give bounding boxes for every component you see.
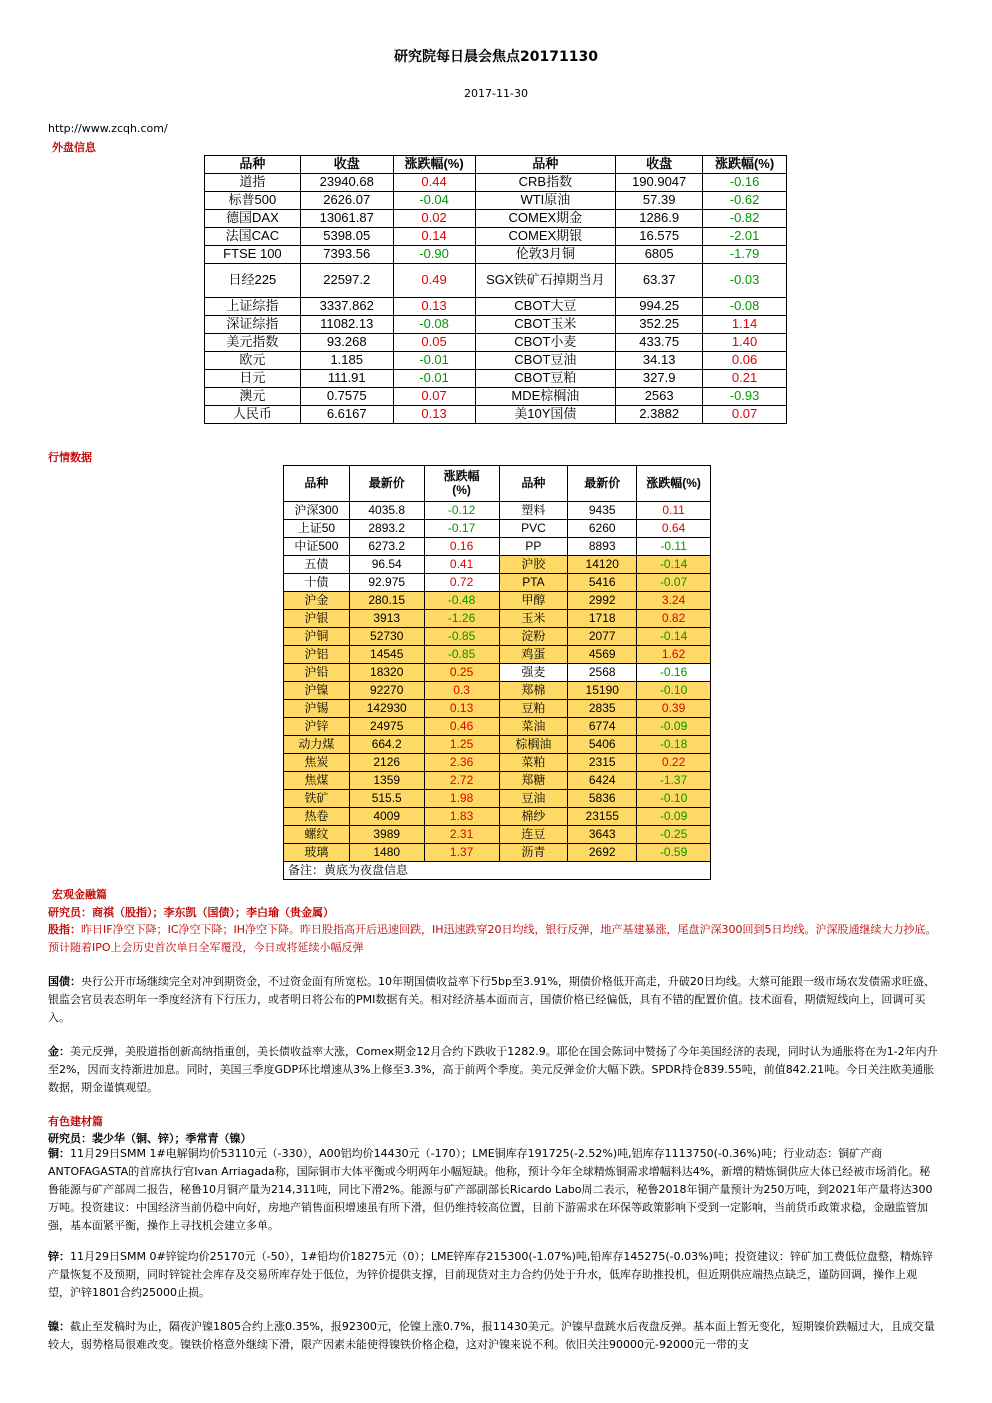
instrument-name: CBOT大豆 <box>475 298 616 316</box>
instrument-name: 十债 <box>284 574 350 592</box>
close-value: 34.13 <box>616 352 703 370</box>
close-value: 111.91 <box>300 370 393 388</box>
table-row <box>284 700 711 718</box>
table-row <box>205 298 787 316</box>
gold-label: 金： <box>48 1045 70 1058</box>
table-row <box>205 210 787 228</box>
instrument-name: WTI原油 <box>475 192 616 210</box>
macro-heading: 宏观金融篇 <box>52 888 107 901</box>
latest-price: 2315 <box>568 754 637 772</box>
table-row <box>284 826 711 844</box>
change-pct: -0.62 <box>703 192 787 210</box>
latest-price: 5416 <box>568 574 637 592</box>
table-row <box>284 520 711 538</box>
change-pct: 1.83 <box>424 808 499 826</box>
instrument-name: 豆油 <box>499 790 568 808</box>
latest-price: 1718 <box>568 610 637 628</box>
table-row <box>205 334 787 352</box>
change-pct: 0.39 <box>637 700 711 718</box>
instrument-name: 郑棉 <box>499 682 568 700</box>
change-pct: -0.09 <box>637 718 711 736</box>
change-pct: -0.90 <box>393 246 475 264</box>
instrument-name: 豆粕 <box>499 700 568 718</box>
instrument-name: 深证综指 <box>205 316 301 334</box>
column-header: 品种 <box>475 156 616 174</box>
change-pct: 0.3 <box>424 682 499 700</box>
close-value: 0.7575 <box>300 388 393 406</box>
instrument-name: 沪锡 <box>284 700 350 718</box>
table-row <box>205 246 787 264</box>
instrument-name: 日元 <box>205 370 301 388</box>
close-value: 190.9047 <box>616 174 703 192</box>
close-value: 6805 <box>616 246 703 264</box>
change-pct: -0.01 <box>393 352 475 370</box>
instrument-name: 铁矿 <box>284 790 350 808</box>
close-value: 22597.2 <box>300 264 393 298</box>
change-pct: -0.14 <box>637 556 711 574</box>
close-value: 352.25 <box>616 316 703 334</box>
change-pct: -1.79 <box>703 246 787 264</box>
instrument-name: 动力煤 <box>284 736 350 754</box>
close-value: 1286.9 <box>616 210 703 228</box>
change-pct: -0.04 <box>393 192 475 210</box>
instrument-name: 焦炭 <box>284 754 350 772</box>
table-row <box>284 790 711 808</box>
instrument-name: CRB指数 <box>475 174 616 192</box>
change-pct: 0.13 <box>393 298 475 316</box>
column-header: 收盘 <box>300 156 393 174</box>
table-note-row <box>284 862 711 880</box>
change-pct: 0.49 <box>393 264 475 298</box>
instrument-name: 沪深300 <box>284 502 350 520</box>
column-header: 最新价 <box>568 466 637 502</box>
macro-bond-paragraph <box>48 973 938 1027</box>
latest-price: 14545 <box>349 646 424 664</box>
table-row <box>284 610 711 628</box>
change-pct: -0.18 <box>637 736 711 754</box>
change-pct: 0.06 <box>703 352 787 370</box>
change-pct: 0.44 <box>393 174 475 192</box>
column-header: 品种 <box>284 466 350 502</box>
latest-price: 4569 <box>568 646 637 664</box>
latest-price: 18320 <box>349 664 424 682</box>
instrument-name: 伦敦3月铜 <box>475 246 616 264</box>
instrument-name: 郑糖 <box>499 772 568 790</box>
latest-price: 9435 <box>568 502 637 520</box>
table-row <box>284 574 711 592</box>
nickel-label: 镍： <box>48 1320 70 1333</box>
change-pct: 1.62 <box>637 646 711 664</box>
instrument-name: 五债 <box>284 556 350 574</box>
table-row <box>284 664 711 682</box>
instrument-name: 棉纱 <box>499 808 568 826</box>
instrument-name: 热卷 <box>284 808 350 826</box>
instrument-name: CBOT小麦 <box>475 334 616 352</box>
macro-gold-paragraph <box>48 1043 938 1097</box>
latest-price: 4009 <box>349 808 424 826</box>
instrument-name: 上证50 <box>284 520 350 538</box>
table-row <box>284 772 711 790</box>
instrument-name: 道指 <box>205 174 301 192</box>
instrument-name: 塑料 <box>499 502 568 520</box>
table-header-row <box>284 466 711 502</box>
change-pct: -0.01 <box>393 370 475 388</box>
change-pct: 0.07 <box>393 388 475 406</box>
latest-price: 15190 <box>568 682 637 700</box>
instrument-name: 强麦 <box>499 664 568 682</box>
metals-zinc-paragraph <box>48 1248 938 1302</box>
table-row <box>284 628 711 646</box>
instrument-name: 菜粕 <box>499 754 568 772</box>
instrument-name: 美10Y国债 <box>475 406 616 424</box>
change-pct: -0.08 <box>703 298 787 316</box>
bond-label: 国债： <box>48 975 81 988</box>
copper-text: 11月29日SMM 1#电解铜均价53110元（-330），A00铝均价14430元（-170）；LME铜库存191725(-2.52%)吨,铝库存1113750(-0.36%)吨；行业动态：铜矿产商ANTOFAGASTA的首席执行官Ivan Arriagada称，国际铜市大体平衡或今明两年小幅短缺。他称，预计今年全球精炼铜需求增幅料达4%，新增的精炼铜供应大体已经被市场消化。秘鲁能源与矿产部周二报告，秘鲁10月铜产量为214,311吨，同比下滑2%。能源与矿产部副部长Ricardo Labo周二表示，秘鲁2018年铜产量预计为250万吨，到2021年产量将达300万吨。投资建议：中国经济当前仍稳中向好，房地产销售面积增速虽有所下滑，但仍维持较高位置，目前下游需求在环保等政策影响下受到一定影响，当前货币政策求稳，金融监管加强，基本面紧平衡，操作上寻找机会建立多单。 <box>48 1147 933 1232</box>
latest-price: 2835 <box>568 700 637 718</box>
metals-copper-paragraph <box>48 1145 938 1235</box>
instrument-name: 澳元 <box>205 388 301 406</box>
change-pct: 0.46 <box>424 718 499 736</box>
change-pct: -0.09 <box>637 808 711 826</box>
instrument-name: MDE棕榈油 <box>475 388 616 406</box>
change-pct: 0.13 <box>424 700 499 718</box>
latest-price: 1480 <box>349 844 424 862</box>
latest-price: 6273.2 <box>349 538 424 556</box>
column-header: 涨跌幅(%) <box>393 156 475 174</box>
instrument-name: CBOT豆油 <box>475 352 616 370</box>
stock-label: 股指： <box>48 923 81 936</box>
instrument-name: 淀粉 <box>499 628 568 646</box>
latest-price: 52730 <box>349 628 424 646</box>
latest-price: 280.15 <box>349 592 424 610</box>
change-pct: 1.25 <box>424 736 499 754</box>
table-row <box>284 502 711 520</box>
change-pct: 0.13 <box>393 406 475 424</box>
latest-price: 2568 <box>568 664 637 682</box>
change-pct: 2.36 <box>424 754 499 772</box>
latest-price: 3989 <box>349 826 424 844</box>
section-overseas-heading: 外盘信息 <box>52 141 96 154</box>
instrument-name: CBOT豆粕 <box>475 370 616 388</box>
change-pct: -0.25 <box>637 826 711 844</box>
instrument-name: 上证综指 <box>205 298 301 316</box>
table-row <box>205 406 787 424</box>
change-pct: 1.37 <box>424 844 499 862</box>
change-pct: -0.16 <box>703 174 787 192</box>
change-pct: -1.26 <box>424 610 499 628</box>
table-row <box>205 228 787 246</box>
change-pct: -0.11 <box>637 538 711 556</box>
column-header: 涨跌幅(%) <box>424 466 499 502</box>
table-row <box>284 754 711 772</box>
change-pct: 0.14 <box>393 228 475 246</box>
change-pct: 0.16 <box>424 538 499 556</box>
change-pct: -0.03 <box>703 264 787 298</box>
change-pct: -0.08 <box>393 316 475 334</box>
instrument-name: 玉米 <box>499 610 568 628</box>
table-row <box>284 556 711 574</box>
instrument-name: 沪锌 <box>284 718 350 736</box>
close-value: 2626.07 <box>300 192 393 210</box>
instrument-name: 焦煤 <box>284 772 350 790</box>
column-header: 最新价 <box>349 466 424 502</box>
close-value: 63.37 <box>616 264 703 298</box>
latest-price: 5406 <box>568 736 637 754</box>
close-value: 3337.862 <box>300 298 393 316</box>
table-note: 备注：黄底为夜盘信息 <box>284 862 711 880</box>
change-pct: 0.41 <box>424 556 499 574</box>
latest-price: 664.2 <box>349 736 424 754</box>
close-value: 57.39 <box>616 192 703 210</box>
instrument-name: PTA <box>499 574 568 592</box>
latest-price: 92270 <box>349 682 424 700</box>
overseas-table <box>204 155 787 424</box>
instrument-name: 沪铝 <box>284 646 350 664</box>
instrument-name: 沪镍 <box>284 682 350 700</box>
instrument-name: 鸡蛋 <box>499 646 568 664</box>
latest-price: 515.5 <box>349 790 424 808</box>
instrument-name: 菜油 <box>499 718 568 736</box>
close-value: 327.9 <box>616 370 703 388</box>
change-pct: -0.14 <box>637 628 711 646</box>
close-value: 1.185 <box>300 352 393 370</box>
latest-price: 2126 <box>349 754 424 772</box>
latest-price: 6260 <box>568 520 637 538</box>
change-pct: -0.59 <box>637 844 711 862</box>
column-header: 品种 <box>499 466 568 502</box>
latest-price: 24975 <box>349 718 424 736</box>
macro-researchers: 研究员：商祺（股指）；李东凯（国债）；李白瑜（贵金属） <box>48 906 334 919</box>
table-row <box>284 808 711 826</box>
bond-text: 央行公开市场继续完全对冲到期资金，不过资金面有所宽松。10年期国债收益率下行5bp至3.91%，期债价格低开高走，升破20日均线。大蔡可能跟一级市场农发债需求旺盛、银监会官员表态明年一季度经济有下行压力，或者明日将公布的PMI数据有关。相对经济基本面而言，国债价格已经偏低，具有不错的配置价值。技术面看，期债短线向上，回调可买入。 <box>48 975 935 1024</box>
instrument-name: PP <box>499 538 568 556</box>
instrument-name: COMEX期银 <box>475 228 616 246</box>
change-pct: -0.07 <box>637 574 711 592</box>
table-row <box>205 388 787 406</box>
instrument-name: 甲醇 <box>499 592 568 610</box>
change-pct: 2.72 <box>424 772 499 790</box>
instrument-name: 沪银 <box>284 610 350 628</box>
instrument-name: FTSE 100 <box>205 246 301 264</box>
change-pct: 0.82 <box>637 610 711 628</box>
close-value: 11082.13 <box>300 316 393 334</box>
instrument-name: 沪铅 <box>284 664 350 682</box>
instrument-name: 沥青 <box>499 844 568 862</box>
change-pct: -1.37 <box>637 772 711 790</box>
change-pct: 0.25 <box>424 664 499 682</box>
change-pct: 0.05 <box>393 334 475 352</box>
market-table <box>283 465 711 880</box>
table-row <box>205 352 787 370</box>
close-value: 433.75 <box>616 334 703 352</box>
instrument-name: 美元指数 <box>205 334 301 352</box>
table-row <box>284 736 711 754</box>
close-value: 5398.05 <box>300 228 393 246</box>
table-row <box>205 264 787 298</box>
close-value: 2.3882 <box>616 406 703 424</box>
latest-price: 4035.8 <box>349 502 424 520</box>
latest-price: 3643 <box>568 826 637 844</box>
latest-price: 1359 <box>349 772 424 790</box>
instrument-name: 沪金 <box>284 592 350 610</box>
close-value: 6.6167 <box>300 406 393 424</box>
latest-price: 8893 <box>568 538 637 556</box>
latest-price: 142930 <box>349 700 424 718</box>
nickel-text: 截止至发稿时为止，隔夜沪镍1805合约上涨0.35%，报92300元，伦镍上涨0.7%，报11430美元。沪镍早盘跳水后夜盘反弹。基本面上暂无变化，短期镍价跌幅过大，且成交量较大，弱势格局很难改变。镍铁价格意外继续下滑，限产因素未能使得镍铁价格企稳，这对沪镍来说不利。依旧关注90000元-92000元一带的支 <box>48 1320 935 1351</box>
macro-stock-paragraph <box>48 921 938 957</box>
instrument-name: 中证500 <box>284 538 350 556</box>
change-pct: 0.02 <box>393 210 475 228</box>
gold-text: 美元反弹，美股道指创新高纳指重创，美长债收益率大涨，Comex期金12月合约下跌收于1282.9。耶伦在国会陈词中赞扬了今年美国经济的表现，同时认为通胀将在为1-2年内升至2%，因而支持渐进加息。同时，美国三季度GDP环比增速从3%上修至3.3%，高于前两个季度。美元反弹金价大幅下跌。SPDR持仓839.55吨，前值842.21吨。今日关注欧美通胀数据，期金谨慎观望。 <box>48 1045 938 1094</box>
column-header: 收盘 <box>616 156 703 174</box>
change-pct: -0.10 <box>637 790 711 808</box>
instrument-name: 标普500 <box>205 192 301 210</box>
change-pct: 2.31 <box>424 826 499 844</box>
site-link[interactable]: http://www.zcqh.com/ <box>48 122 168 135</box>
instrument-name: 人民币 <box>205 406 301 424</box>
latest-price: 96.54 <box>349 556 424 574</box>
close-value: 2563 <box>616 388 703 406</box>
close-value: 93.268 <box>300 334 393 352</box>
column-header: 涨跌幅(%) <box>637 466 711 502</box>
change-pct: 0.21 <box>703 370 787 388</box>
section-market-heading: 行情数据 <box>48 451 92 464</box>
instrument-name: 螺纹 <box>284 826 350 844</box>
close-value: 16.575 <box>616 228 703 246</box>
instrument-name: CBOT玉米 <box>475 316 616 334</box>
change-pct: 0.72 <box>424 574 499 592</box>
change-pct: 0.11 <box>637 502 711 520</box>
latest-price: 23155 <box>568 808 637 826</box>
change-pct: -0.48 <box>424 592 499 610</box>
latest-price: 2893.2 <box>349 520 424 538</box>
stock-text: 昨日IF净空下降；IC净空下降；IH净空下降。昨日股指高开后迅速回跌，IH迅速跌穿20日均线，银行反弹，地产基建暴涨，尾盘沪深300回到5日均线。沪深股通继续大力抄底。预计随着IPO上会历史首次单日全军覆没，今日或将延续小幅反弹 <box>48 923 937 954</box>
table-row <box>284 646 711 664</box>
copper-label: 铜： <box>48 1147 70 1160</box>
table-row <box>284 592 711 610</box>
table-row <box>205 174 787 192</box>
instrument-name: 欧元 <box>205 352 301 370</box>
table-row <box>205 370 787 388</box>
latest-price: 92.975 <box>349 574 424 592</box>
latest-price: 2992 <box>568 592 637 610</box>
change-pct: -0.17 <box>424 520 499 538</box>
table-row <box>205 192 787 210</box>
instrument-name: 法国CAC <box>205 228 301 246</box>
close-value: 994.25 <box>616 298 703 316</box>
change-pct: 0.64 <box>637 520 711 538</box>
table-row <box>284 538 711 556</box>
instrument-name: 日经225 <box>205 264 301 298</box>
instrument-name: PVC <box>499 520 568 538</box>
latest-price: 2077 <box>568 628 637 646</box>
zinc-label: 锌： <box>48 1250 70 1263</box>
instrument-name: 沪铜 <box>284 628 350 646</box>
latest-price: 3913 <box>349 610 424 628</box>
report-date: 2017-11-30 <box>464 87 528 100</box>
change-pct: -0.93 <box>703 388 787 406</box>
instrument-name: 德国DAX <box>205 210 301 228</box>
change-pct: -0.82 <box>703 210 787 228</box>
change-pct: 0.07 <box>703 406 787 424</box>
change-pct: 1.40 <box>703 334 787 352</box>
latest-price: 6424 <box>568 772 637 790</box>
table-row <box>284 844 711 862</box>
change-pct: -0.85 <box>424 646 499 664</box>
column-header: 涨跌幅(%) <box>703 156 787 174</box>
latest-price: 5836 <box>568 790 637 808</box>
instrument-name: 玻璃 <box>284 844 350 862</box>
instrument-name: SGX铁矿石掉期当月 <box>475 264 616 298</box>
metals-heading: 有色建材篇 <box>48 1115 103 1128</box>
change-pct: 1.98 <box>424 790 499 808</box>
latest-price: 14120 <box>568 556 637 574</box>
instrument-name: 棕榈油 <box>499 736 568 754</box>
table-row <box>205 316 787 334</box>
table-header-row <box>205 156 787 174</box>
close-value: 23940.68 <box>300 174 393 192</box>
metals-nickel-paragraph <box>48 1318 938 1354</box>
instrument-name: 沪胶 <box>499 556 568 574</box>
change-pct: -0.12 <box>424 502 499 520</box>
metals-researchers: 研究员：裴少华（铜、锌）；季常青（镍） <box>48 1132 252 1145</box>
page-title: 研究院每日晨会焦点20171130 <box>394 49 598 65</box>
close-value: 13061.87 <box>300 210 393 228</box>
table-row <box>284 718 711 736</box>
instrument-name: COMEX期金 <box>475 210 616 228</box>
change-pct: -0.85 <box>424 628 499 646</box>
change-pct: 1.14 <box>703 316 787 334</box>
close-value: 7393.56 <box>300 246 393 264</box>
instrument-name: 连豆 <box>499 826 568 844</box>
zinc-text: 11月29日SMM 0#锌锭均价25170元（-50），1#铅均价18275元（0）；LME锌库存215300(-1.07%)吨,铅库存145275(-0.03%)吨；投资建议：锌矿加工费低位盘整，精炼锌产量恢复不及预期，同时锌锭社会库存及交易所库存处于低位，为锌价提供支撑，目前现货对主力合约仍处于升水，低库存助推投机，但近期供应端热点缺乏，谨防回调，操作上观望，沪锌1801合约25000止损。 <box>48 1250 933 1299</box>
change-pct: 3.24 <box>637 592 711 610</box>
column-header: 品种 <box>205 156 301 174</box>
change-pct: 0.22 <box>637 754 711 772</box>
change-pct: -0.10 <box>637 682 711 700</box>
change-pct: -2.01 <box>703 228 787 246</box>
change-pct: -0.16 <box>637 664 711 682</box>
latest-price: 2692 <box>568 844 637 862</box>
table-row <box>284 682 711 700</box>
latest-price: 6774 <box>568 718 637 736</box>
